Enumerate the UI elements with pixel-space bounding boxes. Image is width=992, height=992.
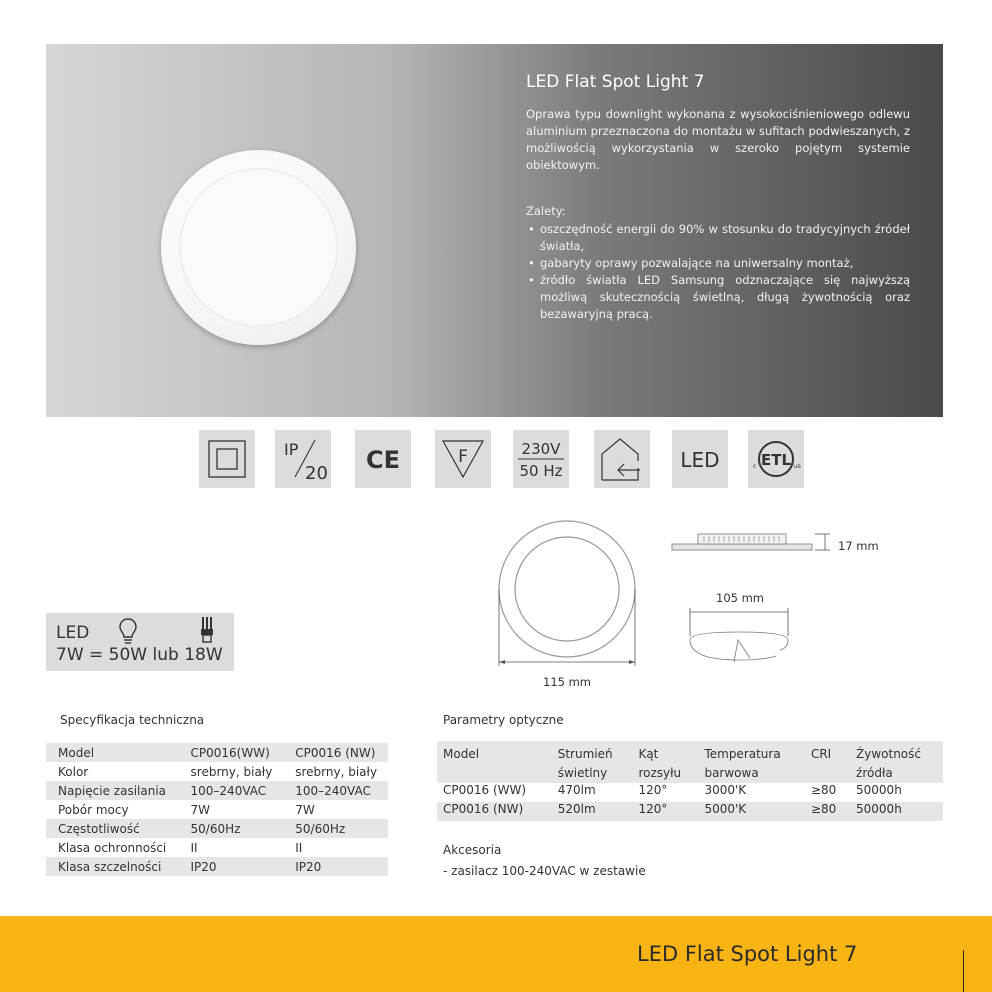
led-label: LED bbox=[680, 448, 720, 472]
accessories-item: - zasilacz 100-240VAC w zestawie bbox=[443, 864, 646, 878]
optics-header: Temperatura barwowa bbox=[698, 741, 805, 783]
led-icon bbox=[672, 430, 728, 488]
etl-listed-icon bbox=[748, 430, 804, 488]
spec-cell: Klasa ochronności bbox=[58, 840, 167, 855]
optics-cell: 5000'K bbox=[698, 802, 805, 821]
table-row bbox=[437, 802, 943, 821]
lamp-diffuser bbox=[179, 168, 338, 327]
equivalence-led-label: LED bbox=[56, 623, 90, 643]
spec-cell: II bbox=[190, 840, 198, 855]
spec-cell: IP20 bbox=[283, 857, 388, 876]
frequency-value: 50 Hz bbox=[519, 462, 563, 480]
front-view-drawing bbox=[492, 514, 642, 674]
table-row bbox=[46, 743, 388, 762]
table-row bbox=[46, 762, 388, 781]
optics-title: Parametry optyczne bbox=[443, 713, 564, 727]
optics-cell: CP0016 (NW) bbox=[437, 802, 552, 821]
product-title: LED Flat Spot Light 7 bbox=[526, 72, 705, 92]
spec-cell: srebrny, biały bbox=[295, 764, 378, 779]
table-row bbox=[437, 783, 943, 802]
optics-cell: 3000'K bbox=[704, 783, 747, 797]
bulb-icon bbox=[118, 617, 138, 645]
spec-cell: IP20 bbox=[179, 857, 284, 876]
spec-cell: Model bbox=[46, 743, 179, 762]
ip20-icon bbox=[275, 430, 331, 488]
table-row bbox=[46, 857, 388, 876]
optics-header: Żywotność źródła bbox=[850, 741, 943, 783]
voltage-value: 230V bbox=[521, 440, 561, 458]
advantage-item: • oszczędność energii do 90% w stosunku do tradycyjnych źródeł światła, bbox=[526, 221, 910, 255]
spec-title: Specyfikacja techniczna bbox=[60, 713, 205, 727]
side-view-drawing bbox=[670, 526, 840, 566]
optics-cell: ≥80 bbox=[805, 802, 850, 821]
etl-c-label: c bbox=[753, 463, 757, 470]
ce-label: CE bbox=[365, 446, 401, 474]
diameter-label: 115 mm bbox=[543, 675, 592, 689]
height-label: 17 mm bbox=[838, 539, 879, 553]
advantage-item: • gabaryty oprawy pozwalające na uniwersalny montaż, bbox=[526, 255, 910, 272]
optics-cell: 470lm bbox=[557, 783, 596, 797]
optics-header: CRI bbox=[805, 741, 850, 783]
cfl-bulb-icon bbox=[199, 615, 215, 645]
spec-cell: Pobór mocy bbox=[58, 802, 129, 817]
optics-header: Strumień świetlny bbox=[552, 741, 633, 783]
spec-cell: Napięcie zasilania bbox=[46, 781, 179, 800]
optics-cell: 50000h bbox=[850, 802, 943, 821]
f-mark-icon bbox=[435, 430, 491, 488]
optics-cell: 120° bbox=[638, 783, 668, 797]
indoor-use-icon bbox=[594, 430, 650, 488]
footer-title: LED Flat Spot Light 7 bbox=[637, 942, 858, 966]
etl-label: ETL bbox=[760, 451, 792, 469]
cutout-label: 105 mm bbox=[716, 591, 765, 605]
ip-label: IP bbox=[284, 440, 299, 459]
accessories-title: Akcesoria bbox=[443, 843, 502, 857]
hero-banner bbox=[46, 44, 943, 417]
spec-cell: Kolor bbox=[58, 764, 89, 779]
equivalence-formula: 7W = 50W lub 18W bbox=[56, 645, 223, 665]
optics-cell: 120° bbox=[632, 802, 698, 821]
advantages-list bbox=[526, 221, 910, 323]
ip-rating: 20 bbox=[305, 463, 328, 484]
footer-bar bbox=[0, 916, 992, 992]
table-row bbox=[46, 781, 388, 800]
table-row bbox=[46, 838, 388, 857]
optics-cell: CP0016 (WW) bbox=[443, 783, 527, 797]
optics-header: Model bbox=[437, 741, 552, 783]
cutout-drawing bbox=[684, 606, 794, 672]
spec-cell: 50/60Hz bbox=[283, 819, 388, 838]
etl-us-label: us bbox=[794, 463, 801, 470]
spec-cell: 7W bbox=[295, 802, 315, 817]
table-header-row bbox=[437, 741, 943, 783]
footer-divider bbox=[963, 950, 964, 992]
class-ii-icon bbox=[199, 430, 255, 488]
certification-icons bbox=[0, 430, 992, 488]
voltage-icon bbox=[513, 430, 569, 488]
optics-cell: ≥80 bbox=[810, 783, 837, 797]
spec-cell: 7W bbox=[190, 802, 211, 817]
advantages-heading: Zalety: bbox=[526, 204, 566, 218]
f-label: F bbox=[458, 447, 468, 467]
optics-table bbox=[437, 741, 943, 821]
advantage-item: • źródło światła LED Samsung odznaczające się najwyższą możliwą skutecznością świetlną, długą żywotnością oraz bezawaryjną pracą. bbox=[526, 272, 910, 323]
lamp-photo bbox=[161, 150, 356, 345]
spec-cell: CP0016 (NW) bbox=[283, 743, 388, 762]
spec-cell: Częstotliwość bbox=[46, 819, 179, 838]
spec-cell: 100–240VAC bbox=[179, 781, 284, 800]
spec-cell: Klasa szczelności bbox=[46, 857, 179, 876]
spec-cell: srebrny, biały bbox=[190, 764, 273, 779]
table-row bbox=[46, 819, 388, 838]
power-equivalence-box bbox=[46, 613, 234, 671]
product-description: Oprawa typu downlight wykonana z wysokociśnieniowego odlewu aluminium przeznaczona do montażu w sufitach podwieszanych, z możliwością wykorzystania w szeroko pojętym systemie obiektowym. bbox=[526, 107, 910, 172]
optics-cell: 520lm bbox=[552, 802, 633, 821]
optics-header: Kąt rozsyłu bbox=[632, 741, 698, 783]
spec-cell: II bbox=[295, 840, 303, 855]
spec-cell: 50/60Hz bbox=[179, 819, 284, 838]
spec-cell: CP0016(WW) bbox=[179, 743, 284, 762]
ce-mark-icon bbox=[355, 430, 411, 488]
optics-cell: 50000h bbox=[856, 783, 902, 797]
table-row bbox=[46, 800, 388, 819]
spec-cell: 100–240VAC bbox=[283, 781, 388, 800]
spec-table bbox=[46, 743, 388, 876]
